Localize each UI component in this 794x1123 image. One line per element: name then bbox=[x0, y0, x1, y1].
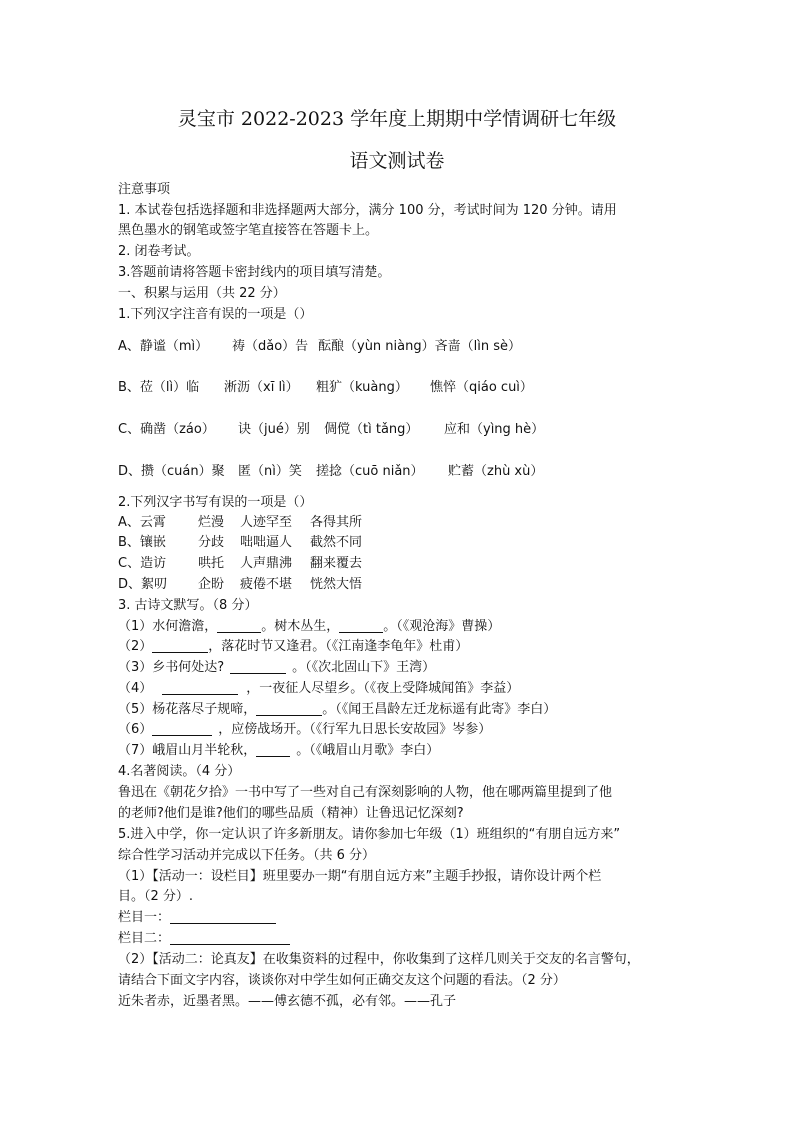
q2-option-text: 疲倦不堪 bbox=[240, 577, 293, 592]
q1-option-text: 淅沥（xī lì） bbox=[224, 380, 299, 395]
answer-blank[interactable] bbox=[152, 721, 212, 736]
q3-text: 。（《峨眉山月歌》李白） bbox=[296, 743, 440, 758]
q1-option-text: C、确凿（záo） bbox=[118, 422, 215, 437]
q2-option-text: 咄咄逼人 bbox=[240, 535, 293, 550]
answer-blank[interactable] bbox=[152, 638, 208, 653]
q3-line-4 bbox=[118, 679, 519, 699]
q5-stem-2: 综合性学习活动并完成以下任务。（共 6 分） bbox=[118, 848, 376, 863]
q5-activity-1a: （1）【活动一：设栏目】班里要办一期“有朋自远方来”主题手抄报，请你设计两个栏 bbox=[118, 869, 602, 884]
q3-text: 。树木丛生， bbox=[261, 619, 340, 634]
q1-option-c bbox=[118, 420, 544, 440]
q1-option-text: 憔悴（qiáo cuì） bbox=[430, 380, 533, 395]
answer-blank[interactable] bbox=[339, 618, 383, 633]
q3-text: 。（《闻王昌龄左迁龙标遥有此寄》李白） bbox=[322, 702, 557, 717]
q3-line-3 bbox=[118, 658, 435, 678]
q1-option-text: 贮蓄（zhù xù） bbox=[448, 464, 544, 479]
q5-column-2 bbox=[118, 929, 290, 949]
q2-option-text: 哄托 bbox=[198, 556, 225, 571]
q4-body-2: 的老师?他们是谁?他们的哪些品质（精神）让鲁迅记忆深刻? bbox=[118, 806, 464, 821]
q5-activity-2a: （2）【活动二：论真友】在收集资料的过程中，你收集到了这样几则关于交友的名言警句， bbox=[118, 952, 640, 967]
q3-line-5 bbox=[118, 700, 556, 720]
notice-item-1b: 黑色墨水的钢笔或签字笔直接答在答题卡上。 bbox=[118, 223, 379, 238]
q4-body-1: 鲁迅在《朝花夕拾》一书中写了一些对自己有深刻影响的人物，他在哪两篇里提到了他 bbox=[118, 785, 613, 800]
answer-blank[interactable] bbox=[162, 680, 238, 695]
q5-activity-1b: 目。（2 分）. bbox=[118, 889, 194, 904]
q1-option-text: 粗犷（kuàng） bbox=[316, 380, 408, 395]
q1-stem: 1.下列汉字注音有误的一项是（） bbox=[118, 307, 313, 322]
q5-quote: 近朱者赤，近墨者黑。——傅玄德不孤，必有邻。——孔子 bbox=[118, 994, 457, 1009]
q1-option-text: 酝酿（yùn niàng）吝啬（lìn sè） bbox=[318, 339, 521, 354]
notice-item-3: 3.答题前请将答题卡密封线内的项目填写清楚。 bbox=[118, 265, 391, 280]
q2-option-text: 人迹罕至 bbox=[240, 515, 293, 530]
q2-option-d bbox=[118, 575, 362, 595]
q1-option-text: 搓捻（cuō niǎn） bbox=[316, 464, 424, 479]
q2-stem: 2.下列汉字书写有误的一项是（） bbox=[118, 495, 313, 510]
q3-line-2 bbox=[118, 637, 468, 657]
q3-text: 。（《次北固山下》王湾） bbox=[292, 660, 436, 675]
q2-option-b bbox=[118, 533, 362, 553]
q2-option-text: B、镶嵌 bbox=[118, 535, 166, 550]
column-label: 栏目二： bbox=[118, 931, 171, 946]
notice-item-2: 2. 闭卷考试。 bbox=[118, 244, 200, 259]
q3-text: ，落花时节又逢君。（《江南逢李龟年》杜甫） bbox=[208, 639, 469, 654]
q2-option-a bbox=[118, 513, 362, 533]
q1-option-text: 倜傥（tì tǎng） bbox=[324, 422, 419, 437]
q2-option-text: A、云霄 bbox=[118, 515, 166, 530]
notice-item-1a: 1. 本试卷包括选择题和非选择题两大部分，满分 100 分，考试时间为 120 分钟。请用 bbox=[118, 203, 617, 218]
q2-option-text: 烂漫 bbox=[198, 515, 225, 530]
answer-blank[interactable] bbox=[170, 930, 290, 945]
q3-line-7 bbox=[118, 741, 439, 761]
q2-option-c bbox=[118, 554, 362, 574]
q3-text: （7）峨眉山月半轮秋， bbox=[118, 743, 257, 758]
q3-text: ，一夜征人尽望乡。（《夜上受降城闻笛》李益） bbox=[246, 681, 520, 696]
q4-stem: 4.名著阅读。（4 分） bbox=[118, 764, 241, 779]
q1-option-text: 祷（dǎo）告 bbox=[232, 339, 309, 354]
q2-option-text: 截然不同 bbox=[310, 535, 363, 550]
q3-text: （3）乡书何处达? bbox=[118, 660, 225, 675]
q3-stem: 3. 古诗文默写。（8 分） bbox=[118, 598, 258, 613]
answer-blank[interactable] bbox=[170, 909, 276, 924]
q2-option-text: D、絮叨 bbox=[118, 577, 168, 592]
q3-text: （6） bbox=[118, 722, 153, 737]
q1-option-text: 应和（yìng hè） bbox=[444, 422, 545, 437]
q1-option-text: 匿（nì）笑 bbox=[238, 464, 302, 479]
q5-column-1 bbox=[118, 908, 276, 928]
notice-heading: 注意事项 bbox=[118, 182, 171, 197]
q2-option-text: 人声鼎沸 bbox=[240, 556, 293, 571]
q3-text: （1）水何澹澹， bbox=[118, 619, 218, 634]
q5-activity-2b: 请结合下面文字内容，谈谈你对中学生如何正确交友这个问题的看法。（2 分） bbox=[118, 973, 566, 988]
q3-text: （4） bbox=[118, 681, 153, 696]
q2-option-text: C、造访 bbox=[118, 556, 167, 571]
q1-option-text: A、静谧（mì） bbox=[118, 339, 209, 354]
answer-blank[interactable] bbox=[230, 659, 286, 674]
answer-blank[interactable] bbox=[217, 618, 261, 633]
q1-option-b bbox=[118, 378, 533, 398]
q2-option-text: 恍然大悟 bbox=[310, 577, 363, 592]
q3-text: （5）杨花落尽子规啼， bbox=[118, 702, 257, 717]
q1-option-d bbox=[118, 462, 543, 482]
exam-title: 灵宝市 2022-2023 学年度上期期中学情调研七年级 bbox=[177, 108, 617, 130]
q2-option-text: 翻来覆去 bbox=[310, 556, 363, 571]
q1-option-text: B、莅（lì）临 bbox=[118, 380, 200, 395]
q3-text: （2） bbox=[118, 639, 153, 654]
answer-blank[interactable] bbox=[256, 742, 290, 757]
answer-blank[interactable] bbox=[256, 701, 322, 716]
q3-line-1 bbox=[118, 617, 500, 637]
q5-stem-1: 5.进入中学，你一定认识了许多新朋友。请你参加七年级（1）班组织的“有朋自远方来” bbox=[118, 827, 621, 842]
q1-option-a bbox=[118, 337, 521, 357]
q1-option-text: 诀（jué）别 bbox=[238, 422, 310, 437]
q3-text: ，应傍战场开。（《行军九日思长安故园》岑参） bbox=[218, 722, 492, 737]
q3-text: 。（《观沧海》曹操） bbox=[383, 619, 501, 634]
exam-subtitle: 语文测试卷 bbox=[349, 150, 445, 172]
q2-option-text: 各得其所 bbox=[310, 515, 363, 530]
q2-option-text: 企盼 bbox=[198, 577, 225, 592]
q1-option-text: D、攒（cuán）聚 bbox=[118, 464, 225, 479]
q3-line-6 bbox=[118, 720, 491, 740]
section-heading: 一、积累与运用（共 22 分） bbox=[118, 286, 286, 301]
column-label: 栏目一： bbox=[118, 910, 171, 925]
q2-option-text: 分歧 bbox=[198, 535, 225, 550]
